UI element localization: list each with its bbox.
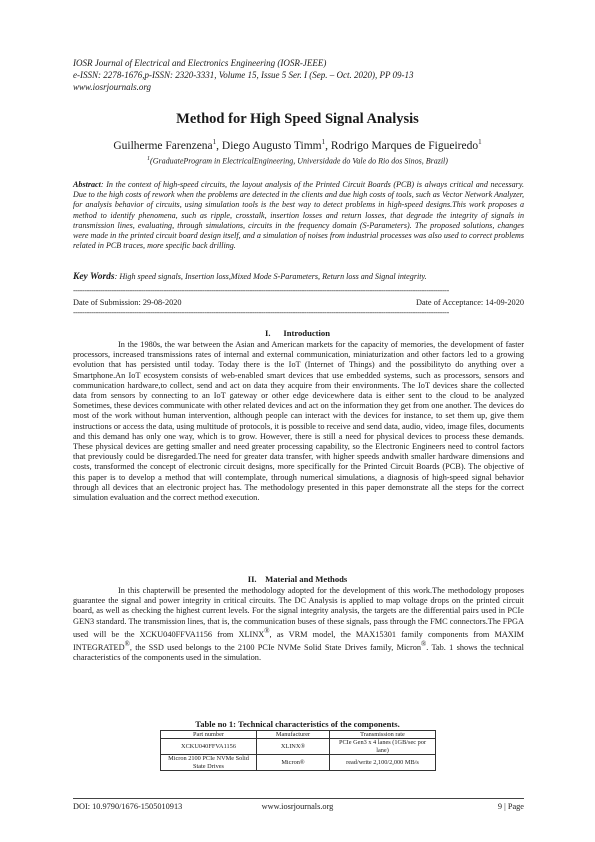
submission-date: Date of Submission: 29-08-2020 — [73, 298, 182, 307]
author-separator: , — [325, 139, 331, 152]
author-name: Diego Augusto Timm — [221, 139, 322, 152]
dates-row — [73, 298, 524, 307]
registered-mark: ® — [421, 640, 427, 648]
methods-text: In this chapterwill be presented the methodology adopted for the development of this work.The methodology proposes guarantee the signal and power integrity in critical circuits. The DC Analysis is applied to map voltage drops on the printed circuit board, as well as checking the highest current levels. For the signal integrity analysis, the targets are the differential pairs used in PCIe GEN3 standard. The transmission lines, that is, the communication buses of these signals, pass through the FMC connectors.The FPGA used will be the XCKU040FFVA1156 from XLINX — [73, 586, 524, 639]
abstract-label: Abstract — [73, 180, 101, 189]
table-row — [161, 739, 436, 755]
issn-line: e-ISSN: 2278-1676,p-ISSN: 2320-3331, Volume 15, Issue 5 Ser. I (Sep. – Oct. 2020), PP 09-13 — [73, 70, 414, 80]
table-cell: Micron 2100 PCIe NVMe Solid State Drives — [161, 755, 257, 771]
registered-mark: ® — [124, 640, 130, 648]
footer-rule — [73, 798, 524, 799]
journal-website: www.iosrjournals.org — [73, 82, 152, 92]
dashed-separator: ---------------------------------------------------------------------------------------------------------------------------------------------------------------------- — [73, 287, 449, 295]
author-list — [60, 138, 535, 152]
keywords — [73, 272, 524, 282]
table-cell: XLINX® — [257, 739, 330, 755]
components-table — [160, 730, 436, 771]
table-header-cell: Manufacturer — [257, 731, 330, 739]
methods-text: , the SSD used belongs to the 2100 PCIe NVMe Solid State Drives family, Micron — [129, 642, 422, 652]
author-name: Guilherme Farenzena — [113, 139, 213, 152]
table-header-row — [161, 731, 436, 739]
author-affiliation-mark: 1 — [478, 138, 482, 146]
table-cell: Micron® — [257, 755, 330, 771]
introduction-paragraph: In the 1980s, the war between the Asian and American markets for the capacity of memories, the development of faster processors, increased transmissions rates of internal and external communication, miniaturization and other factors led to a growing evolution that has persisted until today. Today there is the IoT (Internet of Things) and the possibilityto do anything over a Smartphone.An IoT ecosystem consists of web-enabled smart devices that use embedded systems, such as processors, sensors and communication hardware,to collect, send and act on data they acquire from their environments. The IoT devices share the collected data from sensors by connecting to an IoT gateway or other edge devicewhere data is either sent to the cloud to be analyzed Sometimes, these devices communicate with other related devices and act on the information they get from one another. The devices do most of the work without human intervention, although people can interact with the devices for instance, to set them up, give them instructions or access the data, using multitude of protocols, it is possible to receive and send data, audio, video, image files, documents and this demand has only one way, which is to grow. However, there is still a need for physical devices to process these demands. These physical devices are getting smaller and need greater processing capability, so the Electronic Engineers need to control factors that previously could be disregarded.The need for greater data transfer, with higher speeds andwith smaller hardware dimensions and costs, transformed the concept of electronic circuit designs, more specifically for the Printed Circuit Boards (PCB). The objective of this paper is to develop a method that will contemplate, through numerical simulations, a diagnosis of high-speed signal behavior through all devices that an electronic project has. The methodology presented in this paper demonstrate all the steps for the correct simulation evaluation and the correct method execution. — [73, 340, 524, 503]
journal-name: IOSR Journal of Electrical and Electronics Engineering (IOSR-JEEE) — [73, 58, 327, 68]
paper-title: Method for High Speed Signal Analysis — [176, 111, 419, 127]
table-row — [161, 755, 436, 771]
author-affiliation-mark: 1 — [212, 138, 217, 146]
section-heading-methods: II. Material and Methods — [247, 574, 348, 584]
affiliation-text: (GraduateProgram in ElectricalEngineering, Universidade do Vale do Rio dos Sinos, Brazil) — [150, 156, 448, 166]
footer-doi: DOI: 10.9790/1676-1505010913 — [73, 802, 183, 811]
abstract-text: : In the context of high-speed circuits, the layout analysis of the Printed Circuit Boards (PCB) is always critical and necessary. Due to the high costs of rework when the problems are detected in the clients and due high costs of tools, such as Vector Network Analyzer, for analysis behavior of circuits, using simulation tools is the best way to detect problems in high-speed designs.This work proposes a method to identify phenomena, such as ripple, crosstalk, insertion losses and return losses, that degrade the integrity of signals in transmission lines, evaluating, through simulations, circuits in the frequency domain (S-Parameters). The proposed solutions, changes were made in the printed circuit board design itself, and a simulation of noises from industrial processes was also used to correct problems related in PCB traces, more specific back drilling. — [73, 180, 524, 251]
author-separator: , — [216, 139, 222, 152]
abstract — [73, 180, 524, 251]
registered-mark: ® — [264, 627, 270, 635]
acceptance-date: Date of Acceptance: 14-09-2020 — [415, 298, 524, 307]
footer-website: www.iosrjournals.org — [261, 802, 334, 811]
author-affiliation-mark: 1 — [321, 138, 326, 146]
affiliation — [60, 156, 535, 166]
keywords-label: Key Words — [73, 272, 115, 282]
affiliation-mark: 1 — [147, 156, 151, 162]
table-header-cell: Transmission rate — [330, 731, 436, 739]
table-header-cell: Part number — [161, 731, 257, 739]
table-caption: Table no 1: Technical characteristics of the components. — [195, 719, 400, 729]
methods-text: . Tab. 1 shows the technical characteristics of the components used in the simulation. — [73, 642, 524, 662]
table-cell: XCKU040FFVA1156 — [161, 739, 257, 755]
author-name: Rodrigo Marques de Figueiredo — [330, 139, 479, 152]
section-heading-introduction: I. Introduction — [264, 328, 331, 338]
table-cell: PCIe Gen3 x 4 lanes (1GB/sec por lane) — [330, 739, 436, 755]
methods-paragraph — [73, 586, 524, 663]
page-number: 9 | Page — [497, 802, 524, 811]
dashed-separator: ---------------------------------------------------------------------------------------------------------------------------------------------------------------------- — [73, 309, 449, 317]
keywords-text: : High speed signals, Insertion loss,Mixed Mode S-Parameters, Return loss and Signal integrity. — [114, 272, 427, 281]
methods-text: , as VRM model, the MAX15301 family components from MAXIM INTEGRATED — [73, 629, 524, 652]
table-cell: read/write 2,100/2,000 MB/s — [330, 755, 436, 771]
